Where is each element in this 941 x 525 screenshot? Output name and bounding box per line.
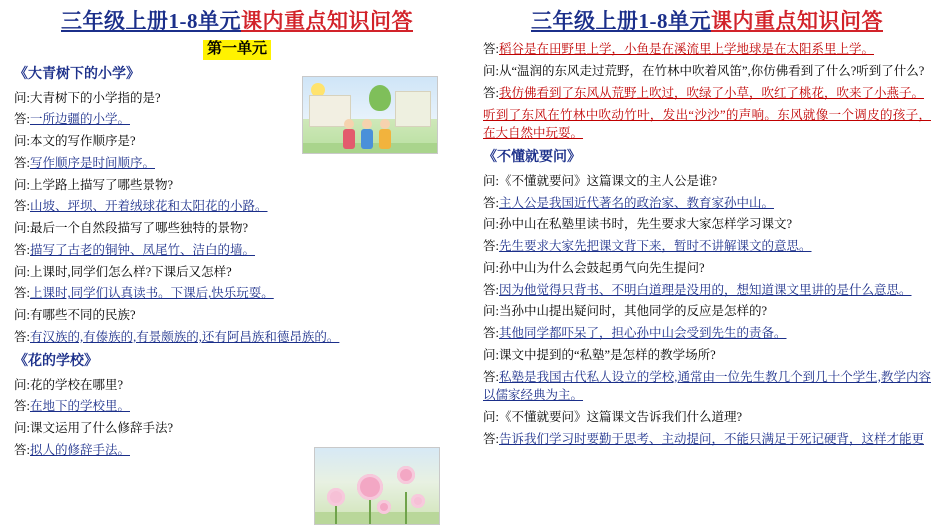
answer-text: 稻谷是在田野里上学，小鱼是在溪流里上学地球是在太阳系里上学。 [498,42,874,57]
question: 问:课文运用了什么修辞手法? [14,421,174,436]
flowers-illustration [314,447,440,525]
answer [14,241,460,260]
right-column [470,0,941,525]
flower-shape [397,466,415,484]
question: 问:最后一个自然段描写了哪些独特的景物? [14,221,249,236]
flower-shape [357,474,383,500]
answer-label: 答: [14,199,30,214]
answer-text: 听到了东风在竹林中吹动竹叶，发出“沙沙”的声响。东风就像一个调皮的孩子，在大自然中玩耍。 [483,107,931,141]
unit-heading: 第一单元 [203,40,271,60]
answer-label: 答: [483,369,499,384]
flower-shape [411,494,425,508]
answer-label: 答: [14,242,30,257]
question: 问:上学路上描写了哪些景物? [14,177,174,192]
answer-text: 有汉族的,有傣族的,有景颇族的,还有阿昌族和德昂族的。 [29,329,340,344]
question: 问:《不懂就要问》这篇课文的主人公是谁? [483,173,718,188]
question: 问:当孙中山提出疑问时，其他同学的反应是怎样的? [483,304,768,319]
school-children-illustration [302,76,438,154]
lesson-title-daqingshu: 《大青树下的小学》 [14,66,140,82]
answer-text: 山坡、坪坝、开着绒球花和太阳花的小路。 [29,199,268,214]
answer [483,194,931,213]
answer-label: 答: [483,42,499,57]
page-title-duplicate [483,8,931,34]
page-title-blue: 三年级上册1-8单元 [531,9,711,33]
question: 问:花的学校在哪里? [14,377,124,392]
answer [483,237,931,256]
answer-text: 其他同学都吓呆了，担心孙中山会受到先生的责备。 [498,326,787,341]
answer-text: 我仿佛看到了东风从荒野上吹过，吹绿了小草，吹红了桃花，吹来了小燕子。 [498,85,924,100]
page-title-red: 课内重点知识问答 [241,9,413,33]
answer [483,84,931,103]
question: 问:《不懂就要问》这篇课文告诉我们什么道理? [483,410,743,425]
question: 问:课文中提到的“私塾”是怎样的教学场所? [483,347,716,362]
lesson-title-budongjiuyaowen: 《不懂就要问》 [483,150,581,165]
answer-label: 答: [483,431,499,446]
answer [483,40,931,59]
answer-text: 私塾是我国古代私人设立的学校,通常由一位先生教几个到几十个学生,教学内容以儒家经典为主。 [483,369,931,403]
page-title [14,8,460,34]
answer-text: 先生要求大家先把课文背下来，暂时不讲解课文的意思。 [498,239,812,254]
answer-text: 一所边疆的小学。 [29,112,130,127]
answer-label: 答: [14,399,30,414]
answer-text: 因为他觉得只背书、不明白道理是没用的，想知道课文里讲的是什么意思。 [498,282,912,297]
flower-stem [405,492,407,524]
answer-label: 答: [14,155,30,170]
question: 问:孙中山在私塾里读书时，先生要求大家怎样学习课文? [483,217,793,232]
answer-label: 答: [14,112,30,127]
lesson-title-huadexuexiao: 《花的学校》 [14,353,98,369]
question: 问:孙中山为什么会鼓起勇气向先生提问? [483,260,705,275]
answer-text: 写作顺序是时间顺序。 [29,155,155,170]
answer-label: 答: [14,329,30,344]
answer-label: 答: [483,326,499,341]
page-title-blue: 三年级上册1-8单元 [61,9,241,33]
question: 问:有哪些不同的民族? [14,308,136,323]
answer-text: 拟人的修辞手法。 [29,442,130,457]
illustration-grass [315,512,439,524]
answer [14,197,460,216]
child-figure [361,119,373,149]
answer-label: 答: [483,195,499,210]
question: 问:从“温润的东风走过荒野，在竹林中吹着风笛”,你仿佛看到了什么?听到了什么? [483,64,925,78]
question: 问:大青树下的小学指的是? [14,90,161,105]
answer [483,368,931,406]
answer [483,324,931,343]
flower-stem [335,504,337,524]
answer [483,430,931,449]
flower-shape [377,500,391,514]
tree-shape [369,85,391,111]
answer [14,328,460,347]
child-figure [343,119,355,149]
answer-continued [483,106,931,144]
answer-label: 答: [483,239,499,254]
unit-heading-wrapper [14,40,460,60]
flower-shape [327,488,345,506]
answer-label: 答: [483,85,499,100]
left-column [0,0,470,525]
question: 问:上课时,同学们怎么样?下课后又怎样? [14,264,232,279]
answer-text: 主人公是我国近代著名的政治家、教育家孙中山。 [498,195,774,210]
answer-text: 在地下的学校里。 [29,399,130,414]
page-title-red: 课内重点知识问答 [711,9,883,33]
answer [14,397,460,416]
answer-text: 上课时,同学们认真读书。下课后,快乐玩耍。 [29,286,274,301]
question: 问:本文的写作顺序是? [14,134,136,149]
building-shape [395,91,431,127]
answer [483,281,931,300]
answer [14,154,460,173]
answer-label: 答: [14,286,30,301]
answer-label: 答: [14,442,30,457]
answer-text: 告诉我们学习时要勤于思考、主动提问，不能只满足于死记硬背，这样才能更 [498,431,924,446]
answer [14,284,460,303]
child-figure [379,119,391,149]
answer-label: 答: [483,282,499,297]
answer-text: 描写了古老的铜钟、凤尾竹、洁白的墙。 [29,242,255,257]
